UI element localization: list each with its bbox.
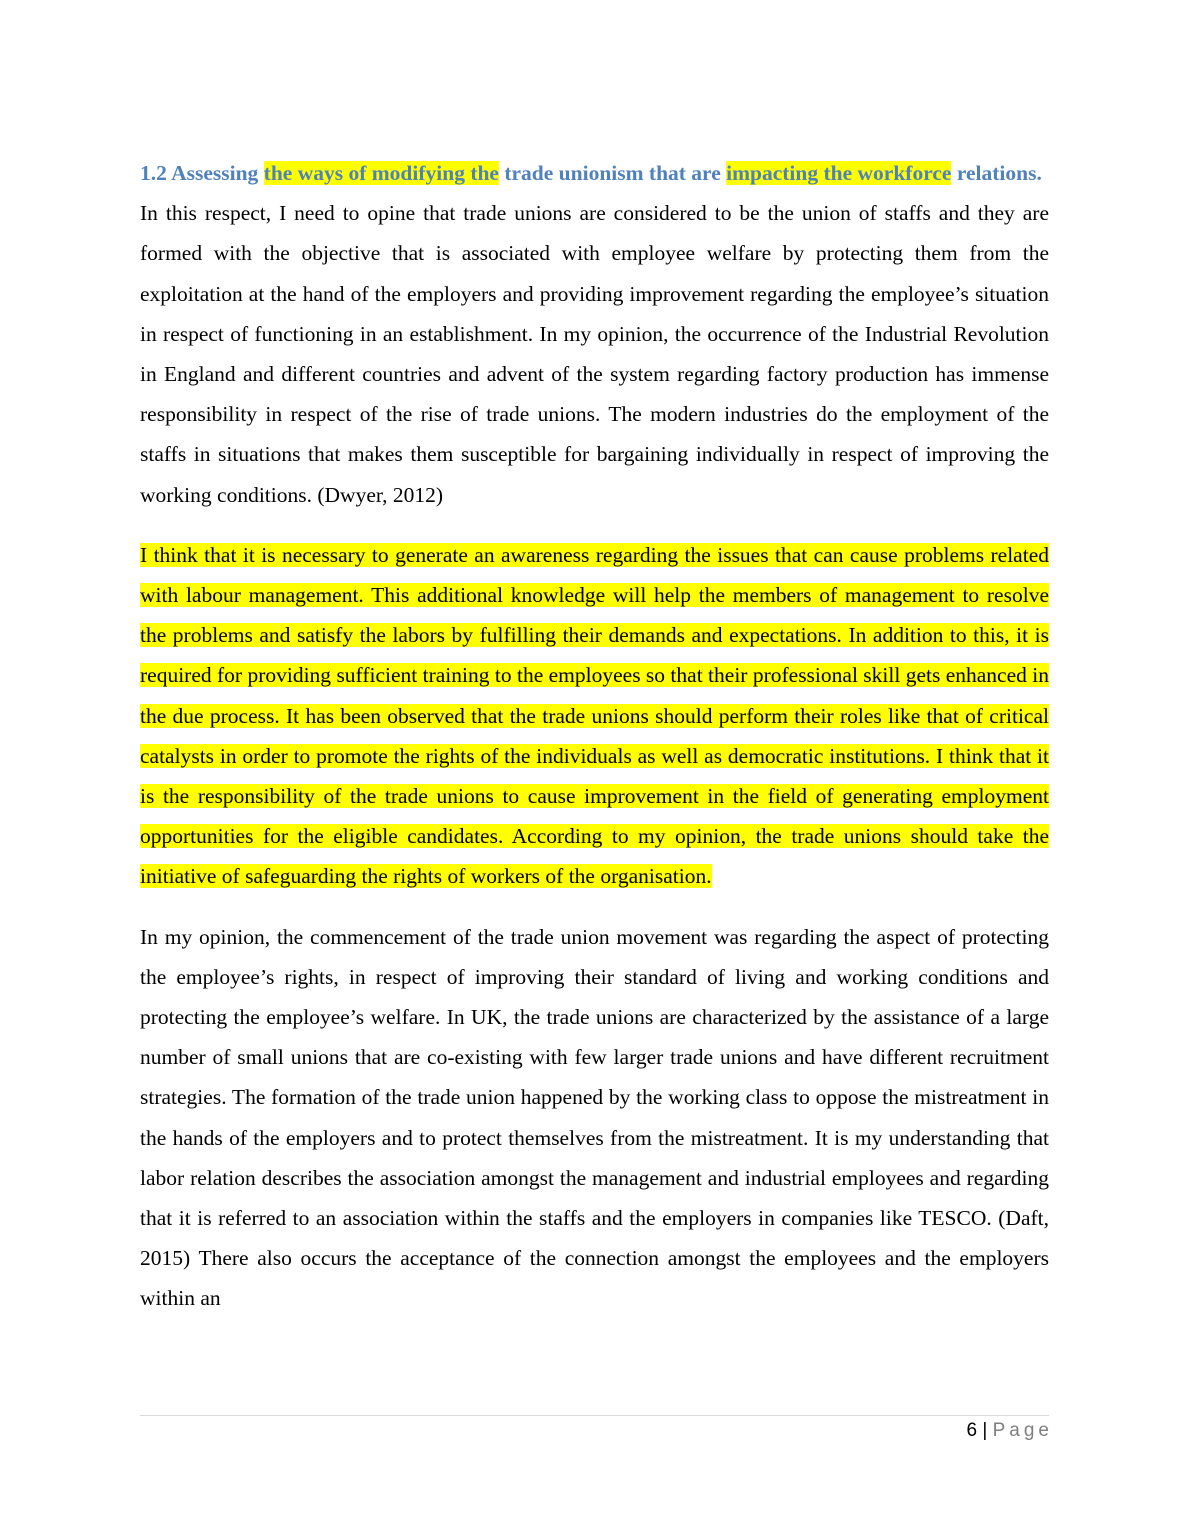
page-number: 6 [966, 1420, 978, 1441]
document-page [140, 153, 1049, 1319]
section-heading [140, 153, 1049, 193]
heading-middle: trade unionism that are [504, 161, 721, 185]
paragraph-2-text: I think that it is necessary to generate an awareness regarding the issues that can cause problems related with labour management. This additional knowledge will help the members of management to resolve the problems and satisfy the labors by fulfilling their demands and expectations. In addition to this, it is required for providing sufficient training to the employees so that their professional skill gets enhanced in the due process. It has been observed that the trade unions should perform their roles like that of critical catalysts in order to promote the rights of the individuals as well as democratic institutions. I think that it is the responsibility of the trade unions to cause improvement in the field of generating employment opportunities for the eligible candidates. According to my opinion, the trade unions should take the initiative of safeguarding the rights of workers of the organisation. [140, 542, 1049, 889]
heading-end: relations. [956, 161, 1042, 185]
paragraph-1: In this respect, I need to opine that trade unions are considered to be the union of staffs and they are formed with the objective that is associated with employee welfare by protecting them from the exploitation at the hand of the employers and providing improvement regarding the employee’s situation in respect of functioning in an establishment. In my opinion, the occurrence of the Industrial Revolution in England and different countries and advent of the system regarding factory production has immense responsibility in respect of the rise of trade unions. The modern industries do the employment of the staffs in situations that makes them susceptible for bargaining individually in respect of improving the working conditions. (Dwyer, 2012) [140, 201, 1049, 507]
footer-separator: | [982, 1420, 988, 1441]
page-footer [140, 1415, 1053, 1442]
paragraph-3: In my opinion, the commencement of the trade union movement was regarding the aspect of protecting the employee’s rights, in respect of improving their standard of living and working conditions and protecting the employee’s welfare. In UK, the trade unions are characterized by the assistance of a large number of small unions that are co-existing with few larger trade unions and have different recruitment strategies. The formation of the trade union happened by the working class to oppose the mistreatment in the hands of the employers and to protect themselves from the mistreatment. It is my understanding that labor relation describes the association amongst the management and industrial employees and regarding that it is referred to an association within the staffs and the employers in companies like TESCO. (Daft, 2015) There also occurs the acceptance of the connection amongst the employees and the employers within an [140, 924, 1049, 1311]
paragraph-2-highlighted [140, 535, 1049, 897]
heading-highlight-1: the ways of modifying the [263, 161, 499, 185]
heading-number: 1.2 Assessing [140, 161, 259, 185]
heading-highlight-2: impacting the workforce [726, 161, 952, 185]
page-label: Page [992, 1420, 1053, 1441]
